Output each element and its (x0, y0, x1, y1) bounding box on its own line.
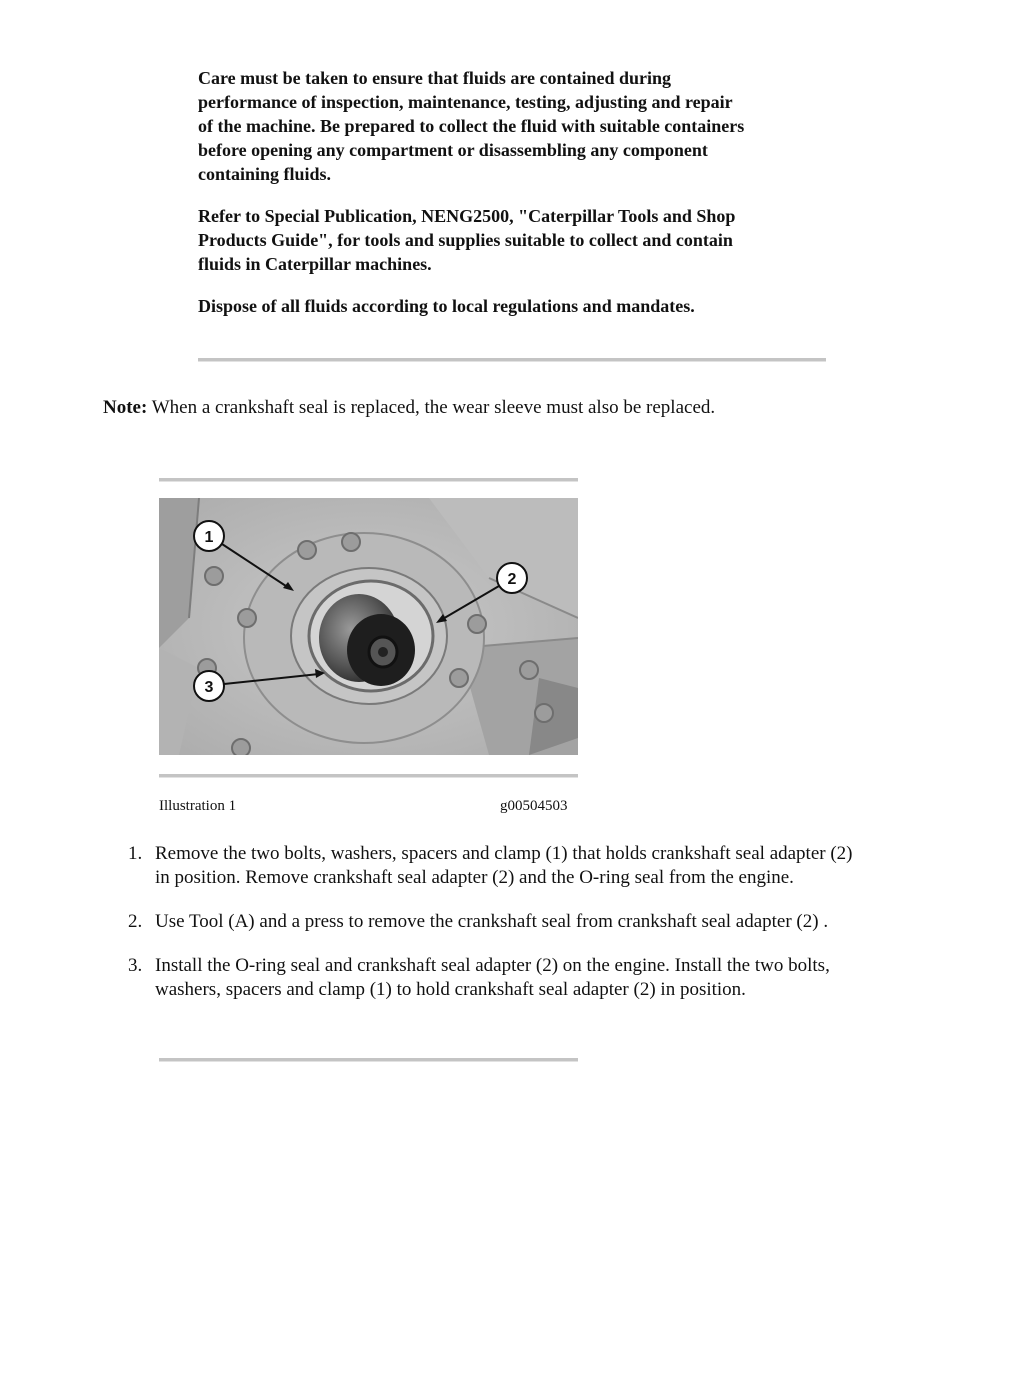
step-number: 1. (128, 843, 143, 864)
crankshaft-seal-illustration (159, 498, 578, 755)
figure-bottom-divider (159, 774, 578, 778)
step-text: Use Tool (A) and a press to remove the crankshaft seal from crankshaft seal adapter (2) . (155, 911, 829, 932)
step-item (128, 954, 928, 1002)
callout-3-label: 3 (204, 679, 214, 696)
procedure-steps (128, 842, 928, 1022)
illustration-caption-label: Illustration 1 (159, 798, 237, 814)
step-item (128, 842, 928, 890)
warning-divider (198, 358, 826, 362)
warning-paragraph-containment: Care must be taken to ensure that fluids are contained during performance of inspection, maintenance, testing, adjusting and repair of the machine. Be prepared to collect the fluid with suitable containers before opening any compartment or disassembling any component containing fluids. (198, 68, 745, 184)
note-paragraph (103, 396, 715, 420)
warning-paragraph-reference: Refer to Special Publication, NENG2500, "Caterpillar Tools and Shop Products Guide", for tools and supplies suitable to collect and contain fluids in Caterpillar machines. (198, 206, 736, 274)
step-number: 2. (128, 911, 143, 932)
illustration-caption-id: g00504503 (500, 798, 568, 814)
fluid-warning-block (198, 66, 838, 336)
steps-bottom-divider (159, 1058, 578, 1062)
note-text: When a crankshaft seal is replaced, the wear sleeve must also be replaced. (147, 397, 716, 418)
figure-top-divider (159, 478, 578, 482)
warning-paragraph-disposal: Dispose of all fluids according to local regulations and mandates. (198, 296, 695, 316)
step-number: 3. (128, 955, 143, 976)
note-label: Note: (103, 397, 148, 418)
step-text: Remove the two bolts, washers, spacers and clamp (1) that holds crankshaft seal adapter (2) in position. Remove crankshaft seal adapter (2) and the O-ring seal from the engine. (155, 843, 853, 888)
callout-1-label: 1 (204, 529, 214, 546)
callout-2-label: 2 (507, 571, 517, 588)
step-text: Install the O-ring seal and crankshaft seal adapter (2) on the engine. Install the two bolts, washers, spacers and clamp (1) to hold crankshaft seal adapter (2) in position. (155, 955, 830, 1000)
step-item (128, 910, 928, 934)
